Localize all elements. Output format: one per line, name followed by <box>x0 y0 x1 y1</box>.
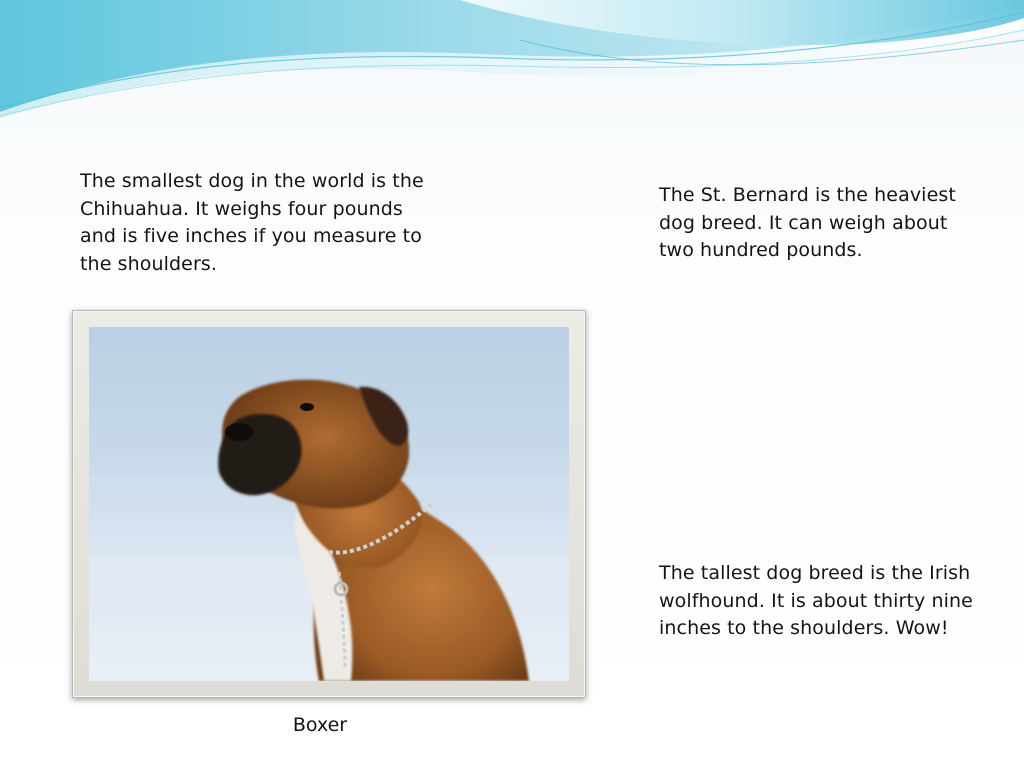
boxer-photo <box>89 327 569 681</box>
photo-caption: Boxer <box>292 714 348 736</box>
photo-frame <box>72 310 586 698</box>
tallest-dog-paragraph: The tallest dog breed is the Irish wolfhound. It is about thirty nine inches to the shoulders. Wow! <box>659 562 973 639</box>
heaviest-dog-paragraph: The St. Bernard is the heaviest dog breed. It can weigh about two hundred pounds. <box>659 184 956 261</box>
boxer-dog-photo-icon <box>89 327 569 681</box>
header-wave-decoration <box>0 0 1024 130</box>
smallest-dog-paragraph: The smallest dog in the world is the Chihuahua. It weighs four pounds and is five inches if you measure to the shoulders. <box>80 170 424 275</box>
